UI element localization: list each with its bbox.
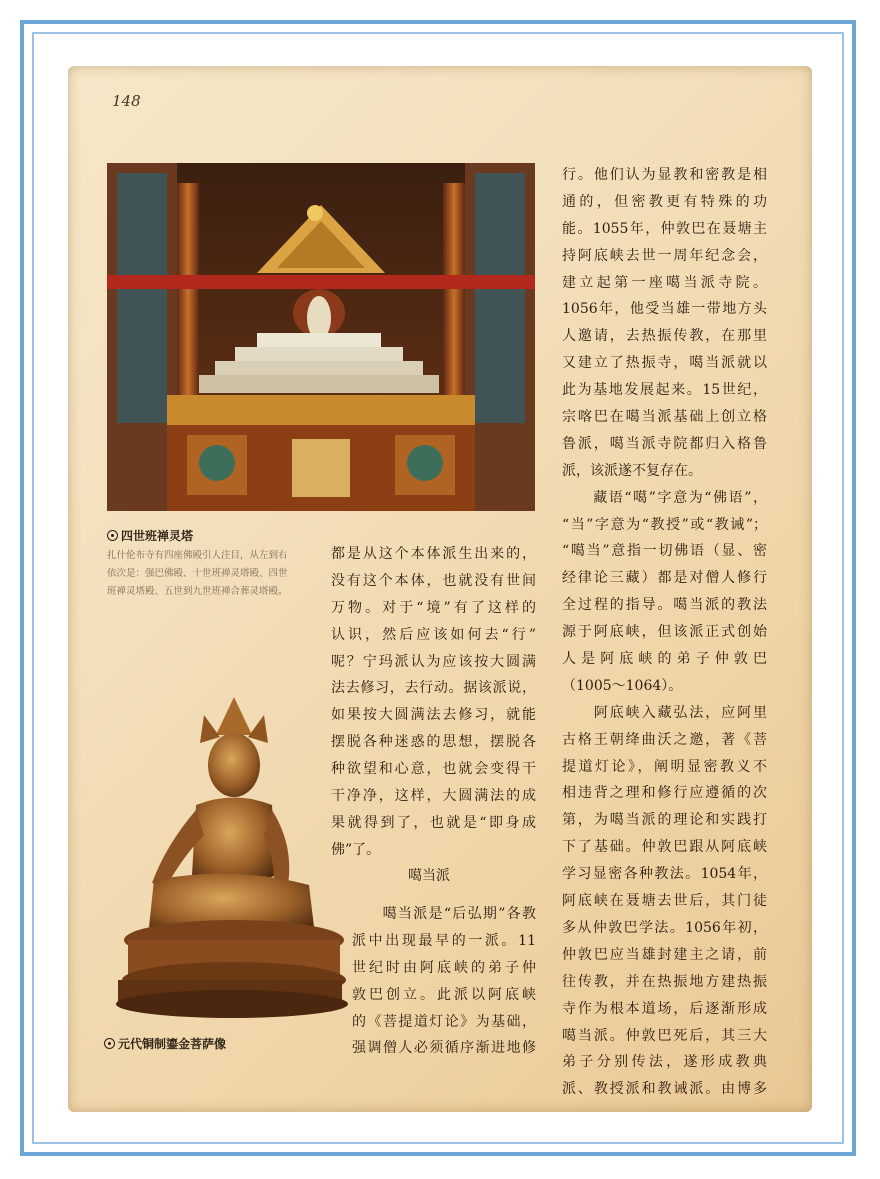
text-line: 寺作为根本道场，后逐渐形成 <box>562 1000 767 1017</box>
text-line: 的《菩提道灯论》为基础， <box>352 1013 536 1030</box>
text-line: 鲁派，噶当派寺院都归入格鲁 <box>562 435 767 452</box>
text-line: 下了基础。仲敦巴跟从阿底峡 <box>562 839 767 856</box>
text-line: 多从仲敦巴学法。1056年初， <box>562 919 767 936</box>
text-line: 学习显密各种教法。1054年， <box>562 866 767 883</box>
text-line: 种欲望和心意，也就会变得干 <box>331 761 536 778</box>
text-line: 全过程的指导。噶当派的教法 <box>562 597 767 614</box>
text-line: 敦巴创立。此派以阿底峡 <box>352 986 536 1003</box>
text-line: 阿底峡在聂塘去世后，其门徒 <box>562 893 767 910</box>
caption-bullet-icon <box>104 1038 115 1049</box>
statue-caption-title: 元代铜制鎏金菩萨像 <box>104 1035 226 1052</box>
bodhisattva-statue-photo <box>104 695 350 1021</box>
text-line: 噶当派是“后弘期”各教 <box>352 906 536 922</box>
text-line: 派、教授派和教诫派。由博多 <box>562 1081 767 1098</box>
text-line: 呢？宁玛派认为应该按大圆满 <box>331 653 536 670</box>
text-line: 古格王朝绛曲沃之邀，著《菩 <box>562 731 767 748</box>
text-line: 果就得到了，也就是“即身成 <box>331 814 536 831</box>
text-line: 派中出现最早的一派。11 <box>352 932 536 949</box>
stupa-photo <box>107 163 535 511</box>
text-line: 仲敦巴应当雄封建主之请，前 <box>562 946 767 963</box>
text-line: 人邀请，去热振传教，在那里 <box>562 328 767 345</box>
text-line: 法去修习，去行动。据该派说， <box>331 680 536 697</box>
text-line: 佛”了。 <box>331 841 381 858</box>
text-line: 1056年，他受当雄一带地方头 <box>562 301 767 318</box>
text-line: 源于阿底峡，但该派正式创始 <box>562 624 767 641</box>
text-line: 阿底峡入藏弘法，应阿里 <box>562 704 767 721</box>
stupa-caption-title: 四世班禅灵塔 <box>107 527 193 544</box>
text-line: （1005～1064）。 <box>562 677 683 694</box>
text-line: 往传教，并在热振地方建热振 <box>562 973 767 990</box>
text-line: 弟子分别传法，遂形成教典 <box>562 1054 767 1071</box>
section-heading: 噶当派 <box>408 868 450 884</box>
middle-text-column <box>331 541 536 864</box>
text-line: 第，为噶当派的理论和实践打 <box>562 812 767 829</box>
text-line: 强调僧人必须循序渐进地修 <box>352 1040 536 1057</box>
stupa-caption-body <box>107 547 307 601</box>
text-line: 建立起第一座噶当派寺院。 <box>562 274 767 291</box>
caption-line: 班禅灵塔殿、五世到九世班禅合葬灵塔殿。 <box>107 586 288 597</box>
text-line: 如果按大圆满法去修习，就能 <box>331 707 536 724</box>
text-line: 摆脱各种迷惑的思想，摆脱各 <box>331 734 536 751</box>
section-text-column <box>352 901 536 1062</box>
text-line: “当”字意为“教授”或“教诫”； <box>562 516 767 533</box>
text-line: 干净净，这样，大圆满法的成 <box>331 788 536 805</box>
right-text-column <box>562 162 767 1103</box>
caption-line: 依次是：强巴佛殿、十世班禅灵塔殿、四世 <box>107 568 288 579</box>
text-line: 持阿底峡去世一周年纪念会， <box>562 247 767 264</box>
text-line: 行。他们认为显教和密教是相 <box>562 167 767 183</box>
text-line: 没有这个本体，也就没有世间 <box>331 572 536 589</box>
text-line: 相违背之理和修行应遵循的次 <box>562 785 767 802</box>
text-line: 世纪时由阿底峡的弟子仲 <box>352 959 536 976</box>
text-line: 认识，然后应该如何去“行” <box>331 626 536 643</box>
text-line: 噶当派。仲敦巴死后，其三大 <box>562 1027 767 1044</box>
text-line: 派，该派遂不复存在。 <box>562 462 702 479</box>
text-line: 又建立了热振寺，噶当派就以 <box>562 355 767 372</box>
caption-bullet-icon <box>107 530 118 541</box>
text-line: 宗喀巴在噶当派基础上创立格 <box>562 409 767 426</box>
text-line: 藏语“噶”字意为“佛语”， <box>562 489 767 506</box>
text-line: 通的，但密教更有特殊的功 <box>562 193 767 210</box>
text-line: “噶当”意指一切佛语（显、密 <box>562 543 767 560</box>
text-line: 提道灯论》，阐明显密教义不 <box>562 758 767 775</box>
text-line: 经律论三藏）都是对僧人修行 <box>562 570 767 587</box>
page-number: 148 <box>112 92 141 110</box>
text-line: 人是阿底峡的弟子仲敦巴 <box>562 651 767 668</box>
text-line: 都是从这个本体派生出来的， <box>331 546 536 562</box>
text-line: 万物。对于“境”有了这样的 <box>331 599 536 616</box>
caption-line: 扎什伦布寺有四座佛殿引人注目，从左到右 <box>107 550 288 561</box>
text-line: 此为基地发展起来。15世纪， <box>562 382 767 399</box>
text-line: 能。1055年，仲敦巴在聂塘主 <box>562 220 767 237</box>
